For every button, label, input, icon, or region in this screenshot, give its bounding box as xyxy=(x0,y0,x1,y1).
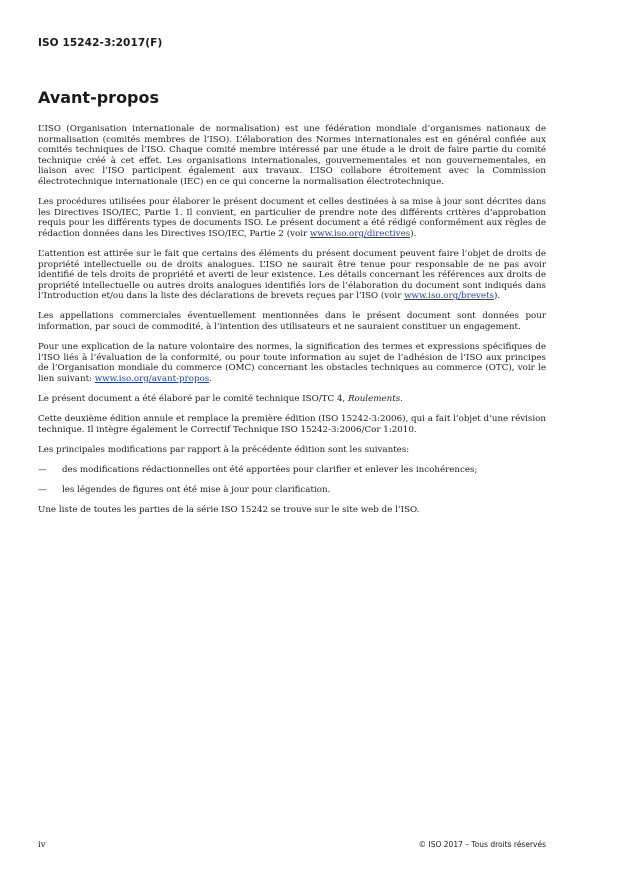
paragraph-procedures xyxy=(38,197,546,239)
page-number: iv xyxy=(38,840,46,850)
foreword-body xyxy=(38,124,546,525)
paragraph-committee-end: . xyxy=(400,393,403,404)
paragraph-iso-intro: L’ISO (Organisation internationale de normalisation) est une fédération mondiale d’organismes nationaux de normalisation (comités membres de l’ISO). L’élaboration des Normes internationales est en général confiée aux comités techniques de l’ISO. Chaque comité membre intéressé par une étude a le droit de faire partie du comité technique créé à cet effet. Les organisations internationales, gouvernementales et non gouvernementales, en liaison avec l’ISO participent également aux travaux. L’ISO collabore étroitement avec la Commission électrotechnique internationale (IEC) en ce qui concerne la normalisation électrotechnique. xyxy=(38,124,546,187)
paragraph-committee-text: Le présent document a été élaboré par le comité technique ISO/TC 4, xyxy=(38,393,348,404)
paragraph-edition: Cette deuxième édition annule et remplace la première édition (ISO 15242-3:2006), qui a fait l’objet d’une révision technique. Il intègre également le Correctif Technique ISO 15242-3:2006/Cor 1:2010. xyxy=(38,414,546,435)
directives-link[interactable]: www.iso.org/directives xyxy=(309,228,411,239)
document-id-header: ISO 15242-3:2017(F) xyxy=(38,37,163,49)
list-item xyxy=(38,465,546,476)
paragraph-procedures-end: ). xyxy=(410,228,417,239)
paragraph-voluntary-nature xyxy=(38,342,546,384)
paragraph-parts-list: Une liste de toutes les parties de la série ISO 15242 se trouve sur le site web de l’ISO. xyxy=(38,505,420,516)
foreword-link[interactable]: www.iso.org/avant-propos xyxy=(94,373,210,384)
paragraph-patents-text: L’attention est attirée sur le fait que certains des éléments du présent document peuvent faire l’objet de droits de propriété intellectuelle ou de droits analogues. L’ISO ne saurait être tenue pour responsable de ne pas avoir identifié de tels droits de propriété et averti de leur existence. Les détails concernant les références aux droits de propriété intellectuelle ou autres droits analogues identifiés lors de l’élaboration du document sont indiqués dans l’Introduction et/ou dans la liste des déclarations de brevets reçues par l’ISO (voir xyxy=(38,248,546,302)
paragraph-voluntary-text: Pour une explication de la nature volontaire des normes, la signification des termes et expressions spécifiques de l’ISO liés à l’évaluation de la conformité, ou pour toute information au sujet de l’adhésion de l’ISO aux principes de l’Organisation mondiale du commerce (OMC) concernant les obstacles techniques au commerce (OTC), voir le lien suivant: xyxy=(38,342,546,384)
copyright-notice: © ISO 2017 – Tous droits réservés xyxy=(418,840,546,849)
paragraph-procedures-text: Les procédures utilisées pour élaborer le présent document et celles destinées à sa mise à jour sont décrites dans les Directives ISO/IEC, Partie 1. Il convient, en particulier de prendre note des différents critères d’approbation requis pour les différents types de documents ISO. Le présent document a été rédigé conformément aux règles de rédaction données dans les Directives ISO/IEC, Partie 2 (voir xyxy=(38,197,546,239)
paragraph-patents xyxy=(38,249,546,302)
committee-name: Roulements xyxy=(347,393,401,404)
paragraph-voluntary-end: . xyxy=(209,373,212,384)
paragraph-trade-names: Les appellations commerciales éventuellement mentionnées dans le présent document sont données pour information, par souci de commodité, à l’intention des utilisateurs et ne sauraient constituer un engagement. xyxy=(38,311,546,332)
paragraph-committee xyxy=(38,394,546,405)
dash-bullet-icon: — xyxy=(38,464,47,475)
page-title: Avant-propos xyxy=(38,88,160,107)
paragraph-changes-intro: Les principales modifications par rapport à la précédente édition sont les suivantes: xyxy=(38,444,410,455)
list-item-text: des modifications rédactionnelles ont été apportées pour clarifier et enlever les incohérences; xyxy=(62,464,478,475)
dash-bullet-icon: — xyxy=(38,484,47,495)
list-item-text: les légendes de figures ont été mise à jour pour clarification. xyxy=(62,484,331,495)
patents-link[interactable]: www.iso.org/brevets xyxy=(404,291,494,302)
list-item xyxy=(38,485,546,496)
paragraph-patents-end: ). xyxy=(493,291,501,302)
